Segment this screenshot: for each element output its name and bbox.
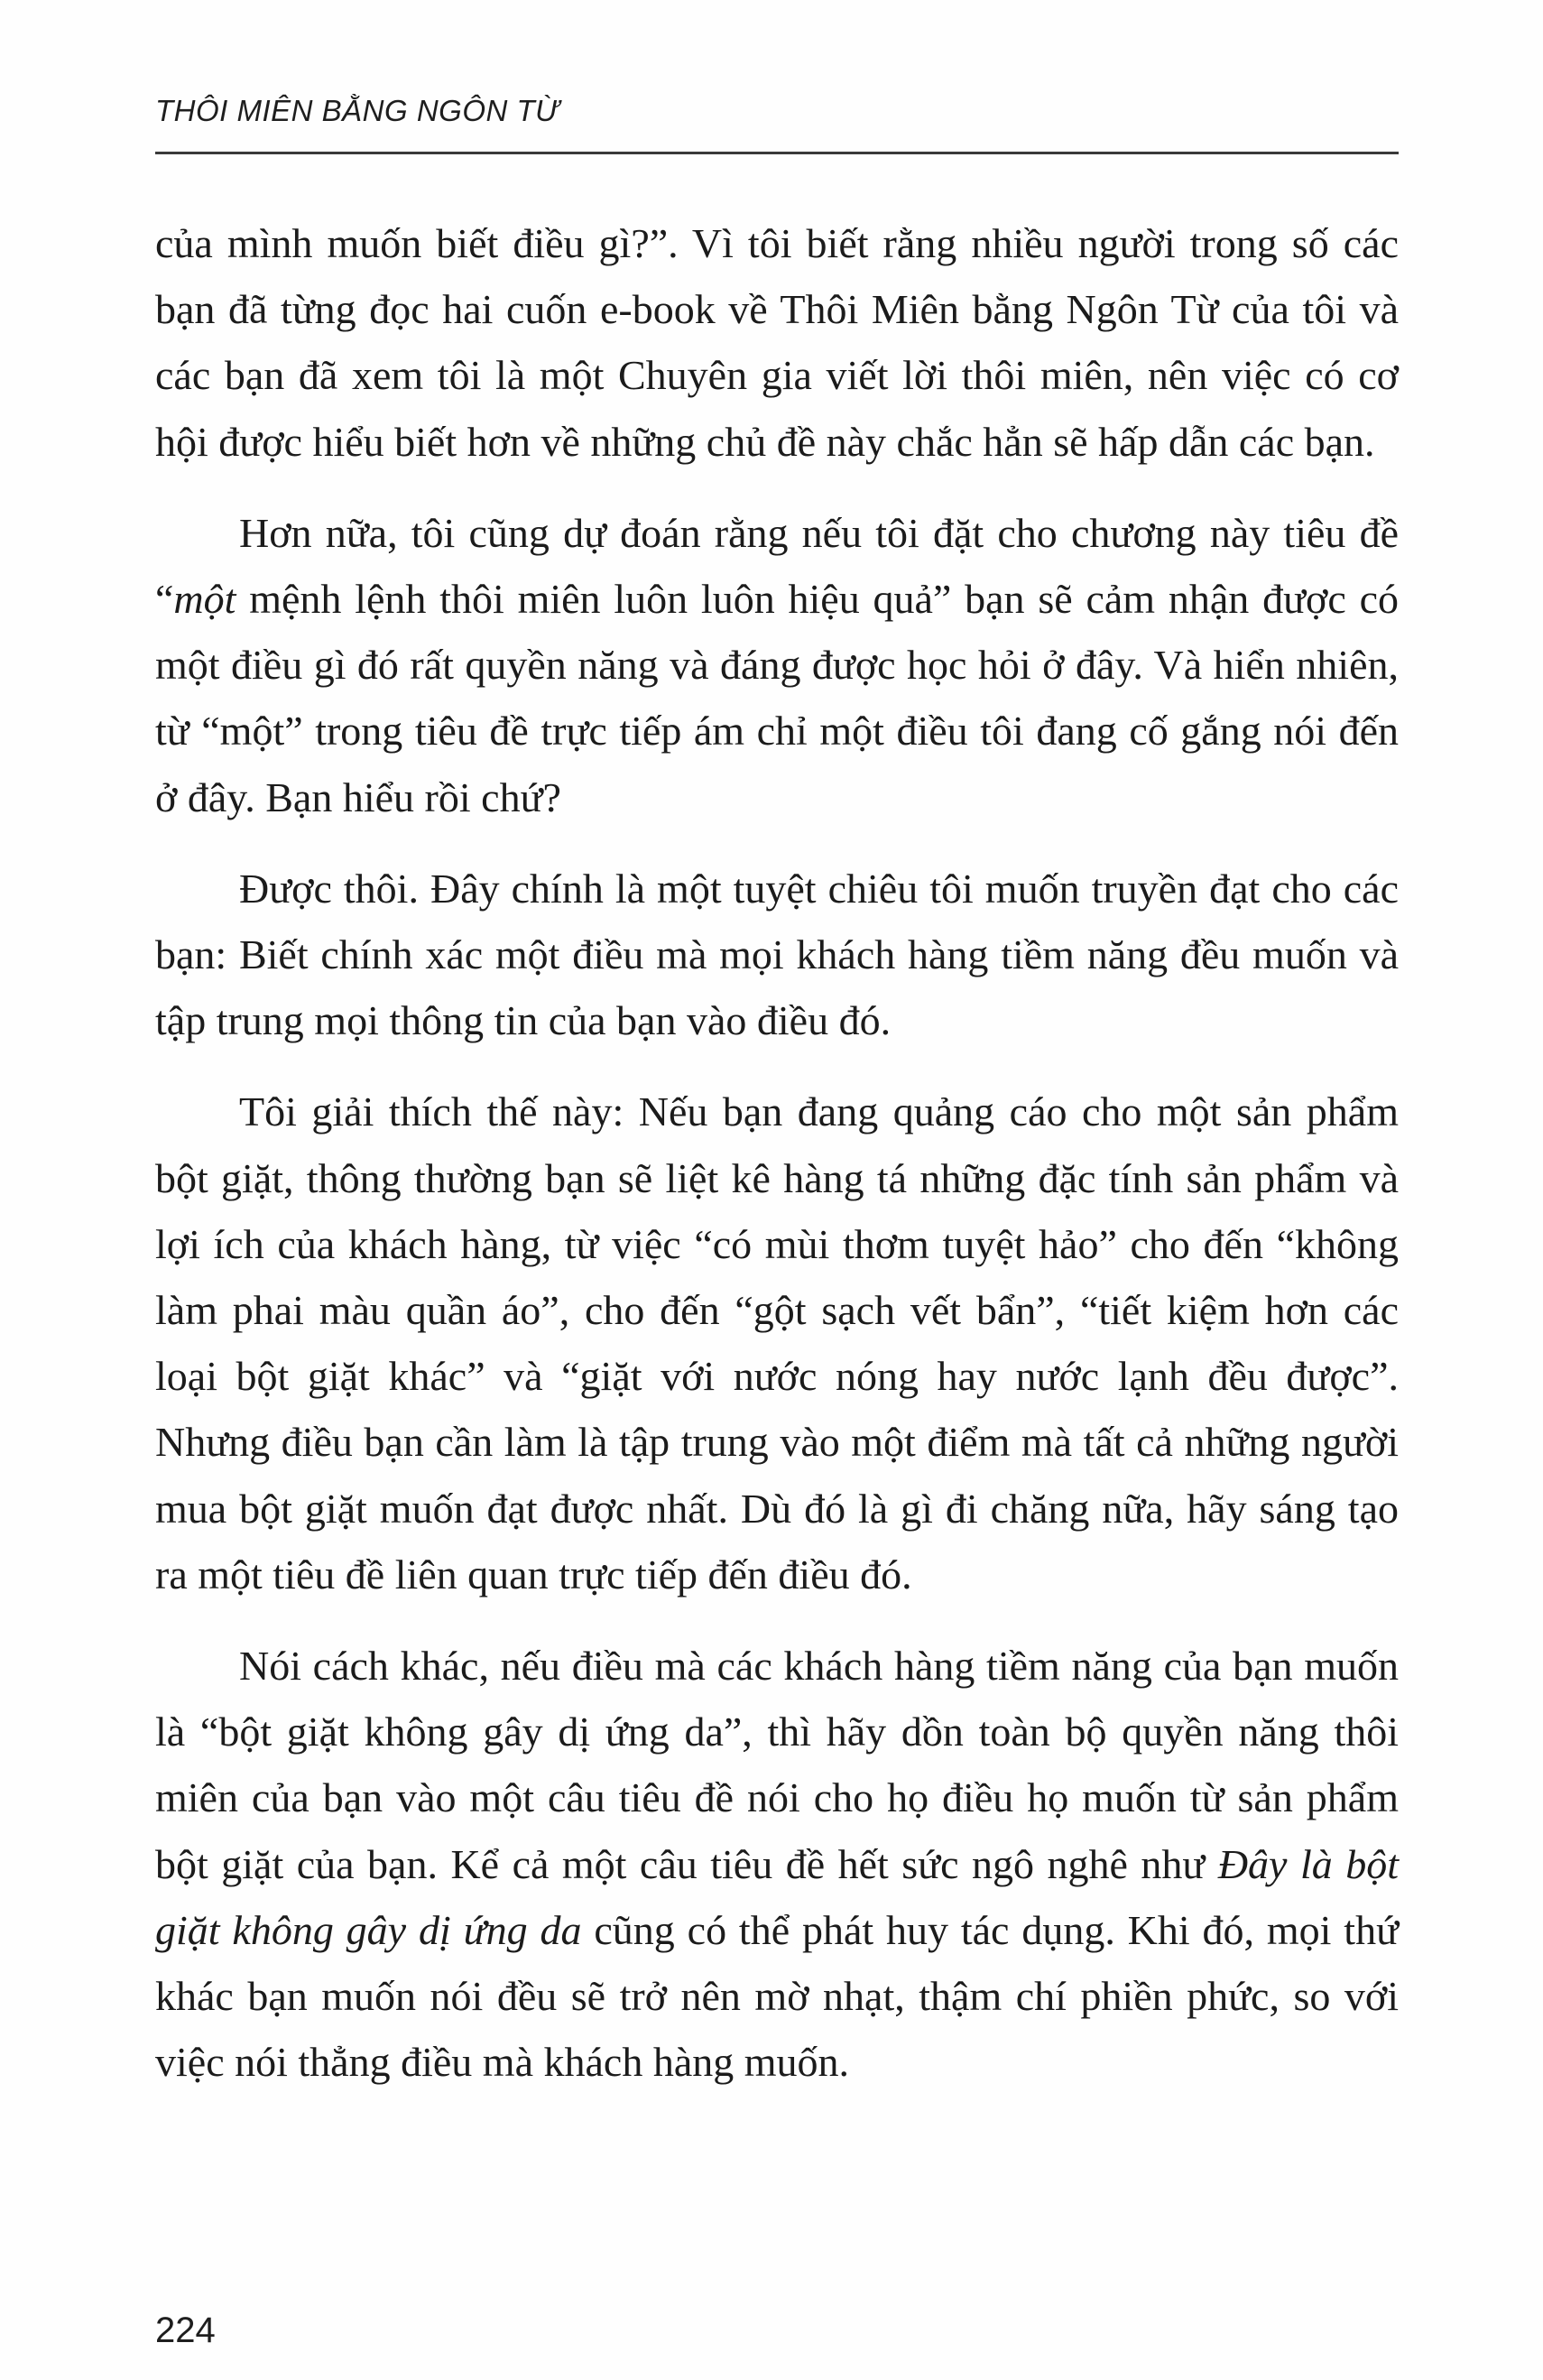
paragraph-4: [155, 1079, 1399, 1607]
italic-text-segment: một: [173, 576, 236, 623]
page-number: 224: [155, 2311, 216, 2350]
italic-text-segment: Đây là bột giặt không gây dị ứng da: [155, 1840, 1399, 1953]
body-text: [155, 210, 1399, 2095]
paragraph-5: [155, 1633, 1399, 2095]
text-segment: Hơn nữa, tôi cũng dự đoán rằng nếu tôi đặt cho chương này tiêu đề “: [155, 509, 1399, 623]
running-header: THÔI MIÊN BẰNG NGÔN TỪ: [155, 94, 559, 127]
paragraph-1: [155, 210, 1399, 475]
text-segment: Nói cách khác, nếu điều mà các khách hàng tiềm năng của bạn muốn là “bột giặt không gây dị ứng da”, thì hãy dồn toàn bộ quyền năng thôi miên của bạn vào một câu tiêu đề nói cho họ điều họ muốn từ sản phẩm bột giặt của bạn. Kể cả một câu tiêu đề hết sức ngô nghê như: [155, 1643, 1399, 1887]
header-rule: [155, 152, 1399, 154]
paragraph-2: [155, 500, 1399, 830]
text-segment: Được thôi. Đây chính là một tuyệt chiêu tôi muốn truyền đạt cho các bạn: Biết chính xác một điều mà mọi khách hàng tiềm năng đều muốn và tập trung mọi thông tin của bạn vào điều đó.: [155, 865, 1399, 1044]
paragraph-3: [155, 856, 1399, 1054]
text-segment: Tôi giải thích thế này: Nếu bạn đang quảng cáo cho một sản phẩm bột giặt, thông thường bạn sẽ liệt kê hàng tá những đặc tính sản phẩm và lợi ích của khách hàng, từ việc “có mùi thơm tuyệt hảo” cho đến “không làm phai màu quần áo”, cho đến “gột sạch vết bẩn”, “tiết kiệm hơn các loại bột giặt khác” và “giặt với nước nóng hay nước lạnh đều được”. Nhưng điều bạn cần làm là tập trung vào một điểm mà tất cả những người mua bột giặt muốn đạt được nhất. Dù đó là gì đi chăng nữa, hãy sáng tạo ra một tiêu đề liên quan trực tiếp đến điều đó.: [155, 1088, 1399, 1597]
text-segment: mệnh lệnh thôi miên luôn luôn hiệu quả” bạn sẽ cảm nhận được có một điều gì đó rất quyền năng và đáng được học hỏi ở đây. Và hiển nhiên, từ “một” trong tiêu đề trực tiếp ám chỉ một điều tôi đang cố gắng nói đến ở đây. Bạn hiểu rồi chứ?: [155, 576, 1399, 820]
text-segment: cũng có thể phát huy tác dụng. Khi đó, mọi thứ khác bạn muốn nói đều sẽ trở nên mờ nhạt, thậm chí phiền phức, so với việc nói thẳng điều mà khách hàng muốn.: [155, 1906, 1400, 2086]
text-segment: của mình muốn biết điều gì?”. Vì tôi biết rằng nhiều người trong số các bạn đã từng đọc hai cuốn e-book về Thôi Miên bằng Ngôn Từ của tôi và các bạn đã xem tôi là một Chuyên gia viết lời thôi miên, nên việc có cơ hội được hiểu biết hơn về những chủ đề này chắc hẳn sẽ hấp dẫn các bạn.: [155, 220, 1399, 465]
